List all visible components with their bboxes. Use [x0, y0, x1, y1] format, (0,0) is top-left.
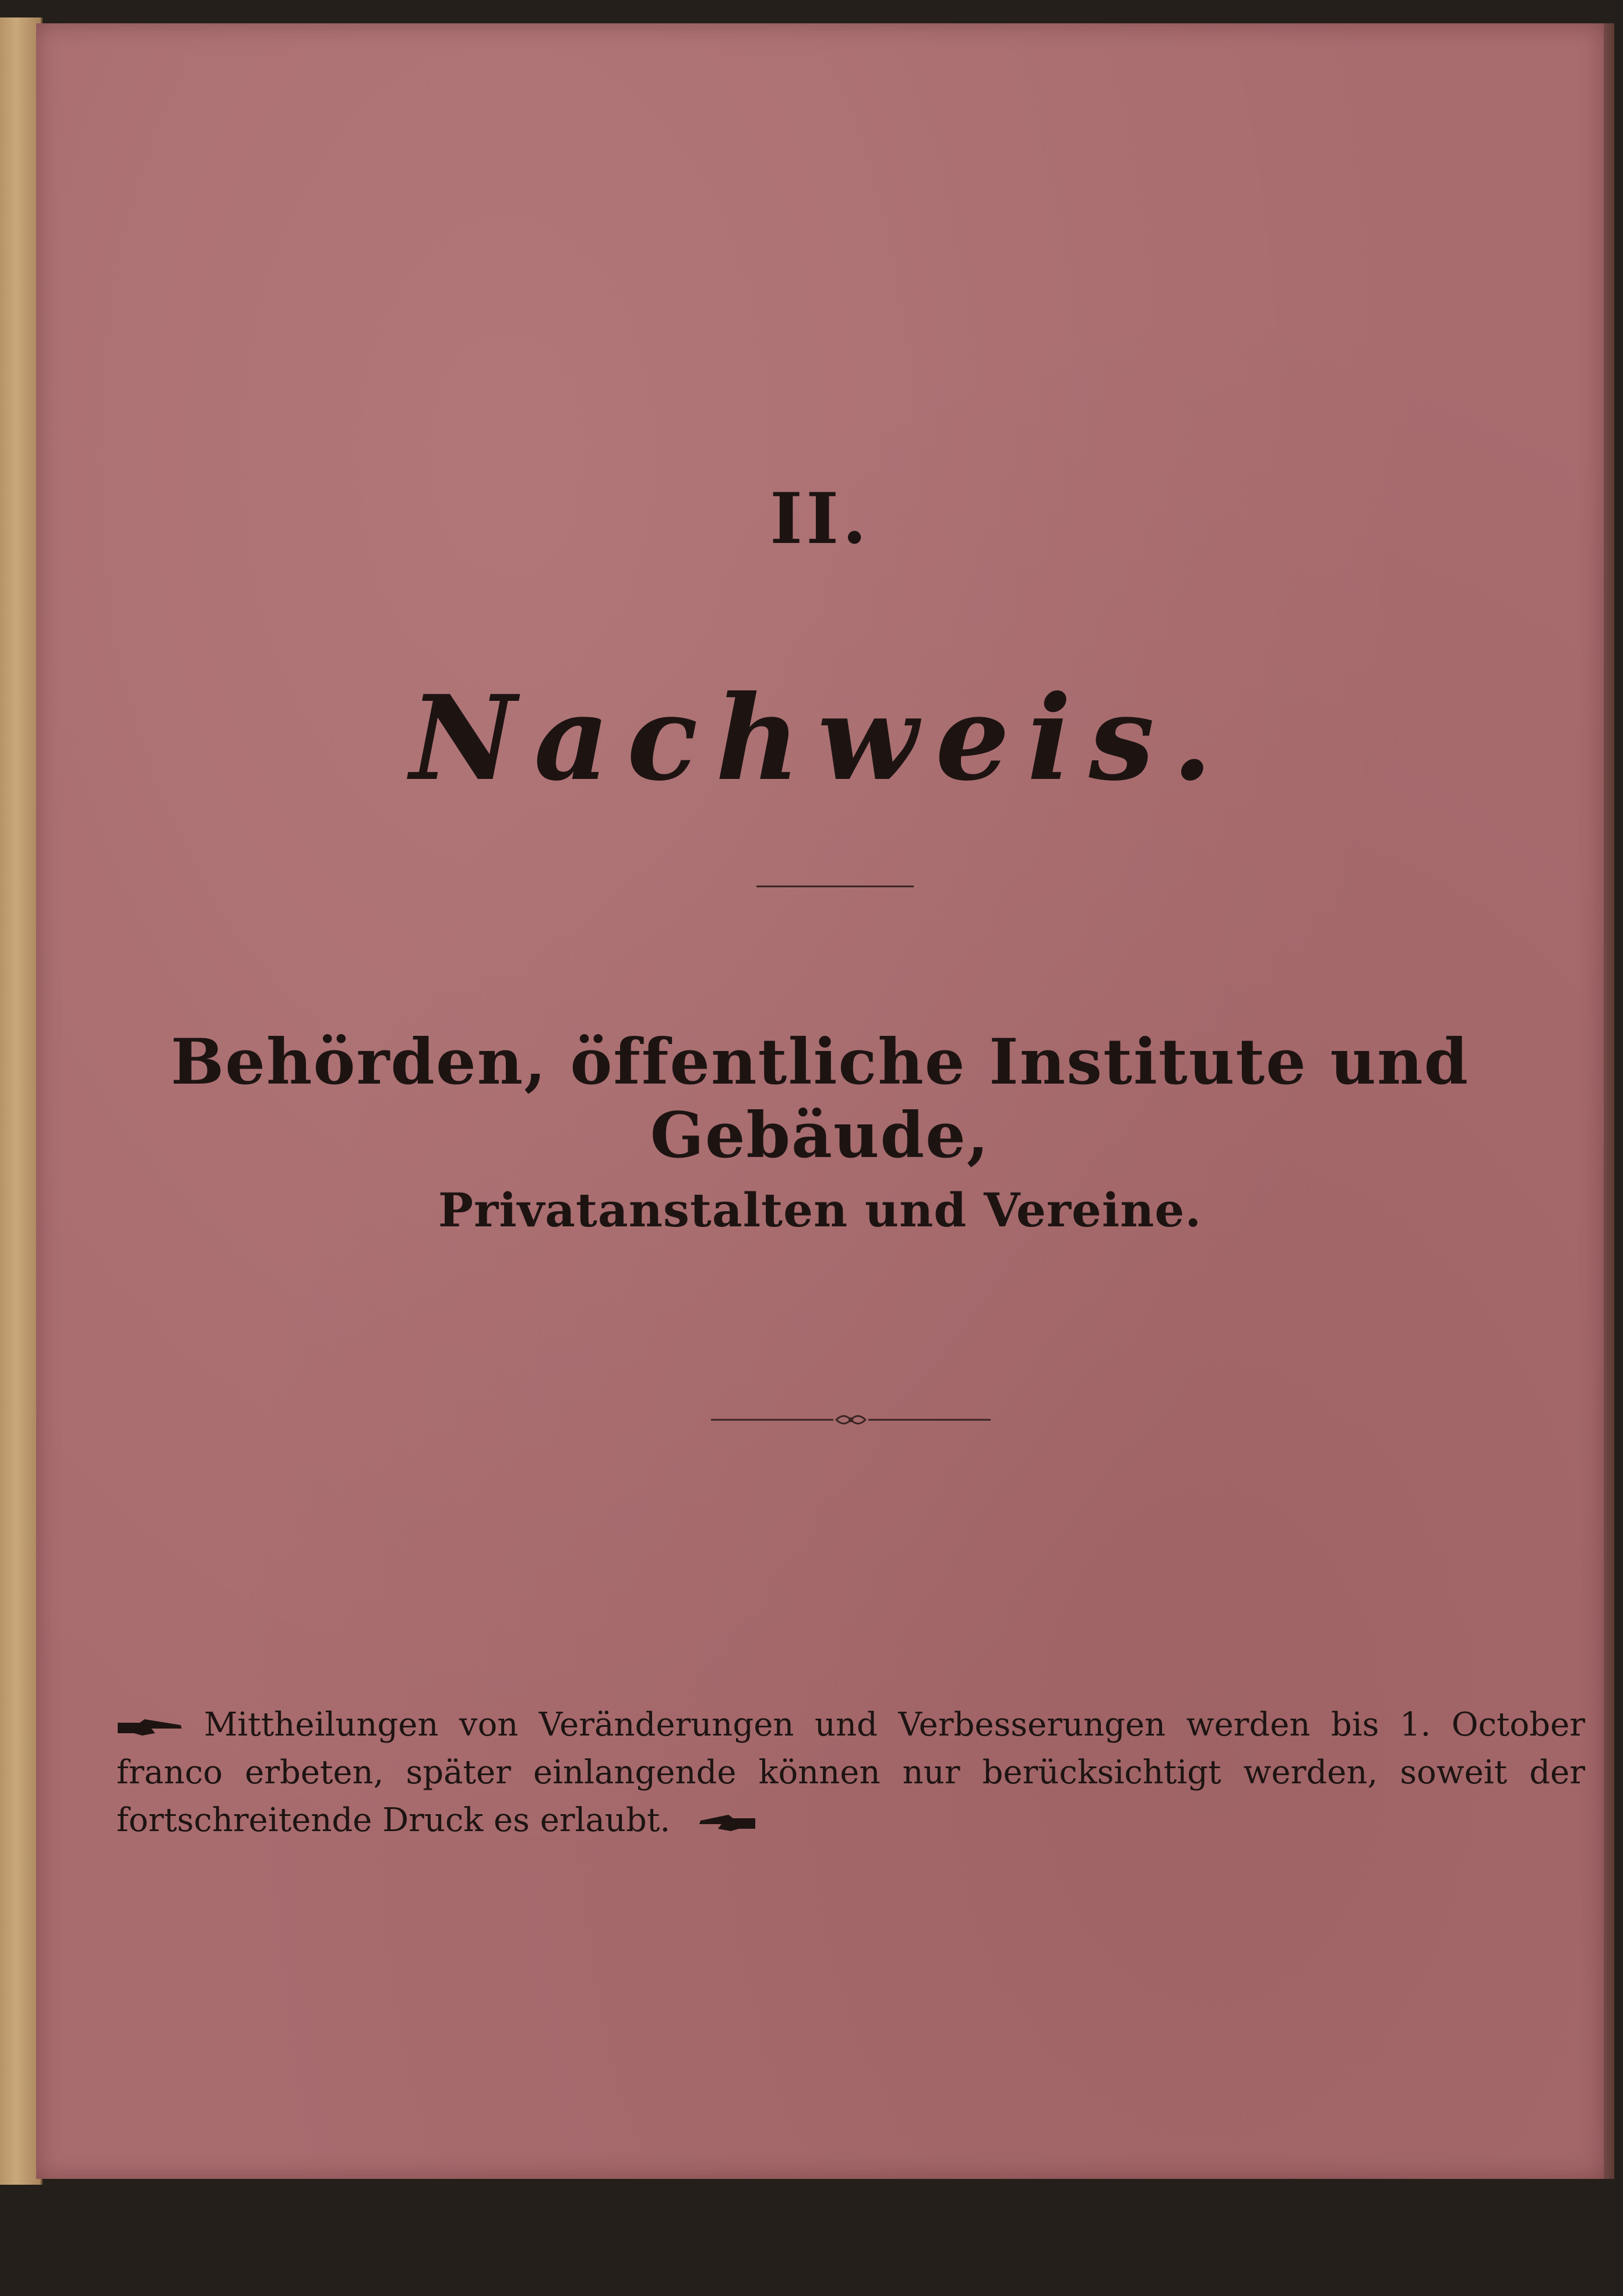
section-number: II. [769, 478, 871, 560]
subtitle-line-1: Behörden, öffentliche Institute und Gebäude, [170, 1025, 1470, 1172]
short-rule-divider [756, 886, 914, 887]
pointing-hand-right-icon [117, 1716, 186, 1739]
ornament-divider-icon [711, 1405, 991, 1434]
subtitle-line-2: Privatanstalten und Vereine. [438, 1183, 1202, 1237]
document-page [36, 23, 1604, 2179]
notice-paragraph [117, 1701, 1585, 1844]
notice-text: Mittheilungen von Veränderungen und Verbesserungen werden bis 1. October franco erbeten, später einlangende können nur berücksichtigt werden, soweit der fortschreitende Druck es erlaubt. [117, 1706, 1585, 1839]
page-title: Nachweis. [410, 670, 1230, 807]
pointing-hand-left-icon [698, 1811, 756, 1835]
